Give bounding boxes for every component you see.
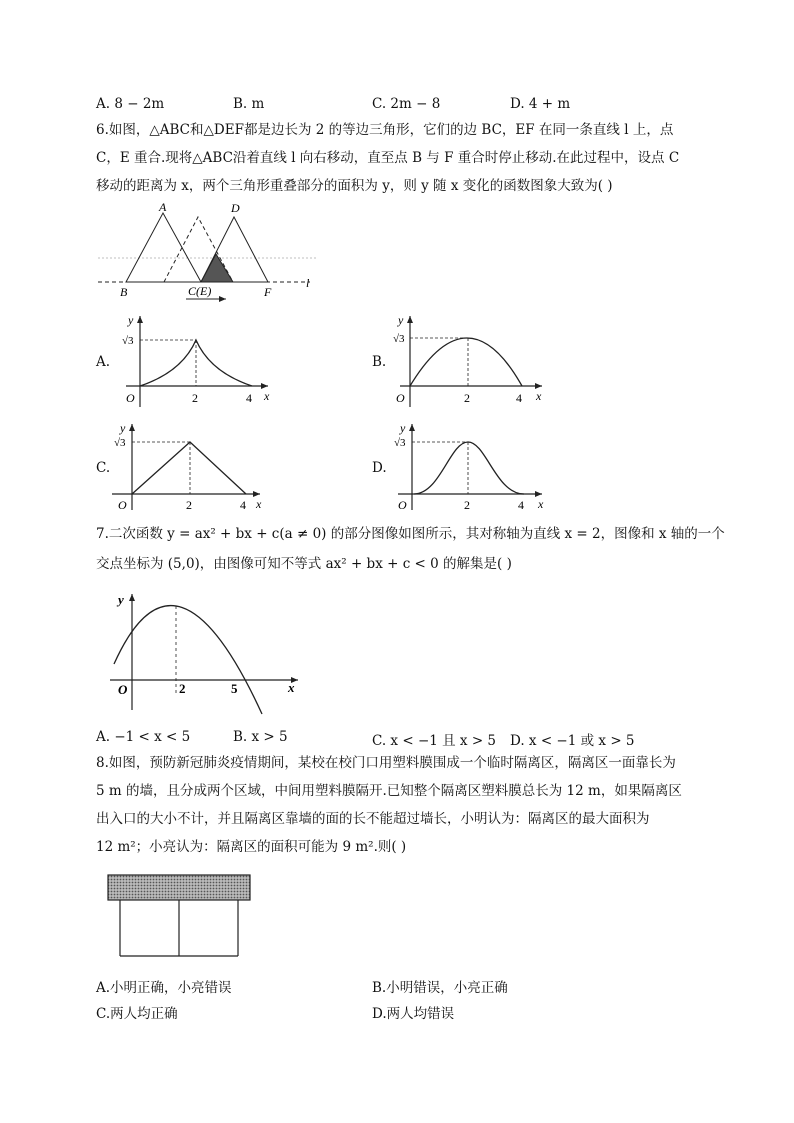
q7-parabola-graph [106, 586, 306, 718]
q7-option-b: B. x > 5 [233, 729, 288, 745]
q7-graph-two: 2 [179, 681, 186, 696]
graph-a-y: y [128, 313, 134, 327]
graph-a-origin: O [126, 391, 135, 405]
q5-option-d: D. 4 + m [510, 96, 571, 112]
graph-b-origin: O [396, 391, 405, 405]
graph-d-sqrt3: √3 [394, 437, 406, 449]
graph-a-four: 4 [246, 391, 252, 405]
q6-option-d-graph [392, 418, 552, 514]
q7-option-c: C. x < −1 且 x > 5 [372, 733, 497, 749]
q8-text-line-3: 出入口的大小不计，并且隔离区靠墙的面的长不能超过墙长，小明认为：隔离区的最大面积为 [96, 811, 650, 827]
q6-text-line-3: 移动的距离为 x，两个三角形重叠部分的面积为 y，则 y 随 x 变化的函数图象大致为( ) [96, 178, 613, 194]
graph-b-y: y [398, 313, 404, 327]
q5-option-c: C. 2m − 8 [372, 96, 441, 112]
fig-label-f: F [264, 285, 272, 299]
graph-b-sqrt3: √3 [393, 333, 405, 345]
graph-a-x: x [264, 389, 270, 403]
fig-label-a: A [159, 200, 167, 214]
fig-label-ce: C(E) [188, 284, 212, 298]
q6-option-c-graph [108, 418, 268, 514]
q6-option-c-label: C. [96, 460, 111, 476]
graph-c-sqrt3: √3 [114, 437, 126, 449]
graph-d-y: y [400, 421, 406, 435]
q7-text-line-1: 7.二次函数 y = ax² + bx + c(a ≠ 0) 的部分图像如图所示，其对称轴为直线 x = 2，图像和 x 轴的一个 [96, 526, 725, 542]
graph-c-y: y [120, 421, 126, 435]
graph-d-x: x [538, 497, 544, 511]
graph-d-four: 4 [518, 498, 524, 512]
graph-b-two: 2 [464, 391, 470, 405]
graph-c-four: 4 [240, 498, 246, 512]
q6-option-b-label: B. [372, 354, 387, 370]
graph-d-two: 2 [464, 498, 470, 512]
q6-option-a-graph [118, 312, 278, 412]
graph-b-four: 4 [516, 391, 522, 405]
q8-text-line-1: 8.如图，预防新冠肺炎疫情期间，某校在校门口用塑料膜围成一个临时隔离区，隔离区一面靠长为 [96, 755, 676, 771]
q7-graph-origin: O [118, 682, 128, 697]
graph-a-sqrt3: √3 [122, 335, 134, 347]
fig-label-b: B [120, 285, 128, 299]
q7-graph-five: 5 [231, 681, 238, 696]
q7-option-a: A. −1 < x < 5 [96, 729, 191, 745]
q6-triangles-figure [96, 198, 320, 308]
q5-option-a: A. 8 − 2m [96, 96, 165, 112]
q6-option-d-label: D. [372, 460, 387, 476]
graph-c-x: x [256, 497, 262, 511]
fig-label-l: l [306, 276, 310, 290]
q6-text-line-2: C，E 重合.现将△ABC沿着直线 l 向右移动，直至点 B 与 F 重合时停止移动.在此过程中，设点 C [96, 150, 680, 166]
q8-text-line-4: 12 m²；小亮认为：隔离区的面积可能为 9 m².则( ) [96, 839, 407, 855]
q7-option-d: D. x < −1 或 x > 5 [510, 733, 635, 749]
q8-option-a: A.小明正确，小亮错误 [96, 980, 232, 996]
q7-graph-x: x [288, 680, 295, 695]
graph-d-origin: O [398, 498, 407, 512]
graph-a-two: 2 [192, 391, 198, 405]
q8-option-c: C.两人均正确 [96, 1006, 178, 1022]
q8-text-line-2: 5 m 的墙，且分成两个区域，中间用塑料膜隔开.已知整个隔离区塑料膜总长为 12 m，如果隔离区 [96, 783, 682, 799]
q6-option-a-label: A. [96, 354, 111, 370]
graph-b-x: x [536, 389, 542, 403]
graph-c-origin: O [118, 498, 127, 512]
q8-option-b: B.小明错误，小亮正确 [372, 980, 508, 996]
fig-label-d: D [231, 201, 240, 215]
q6-option-b-graph [392, 312, 552, 412]
q6-text-line-1: 6.如图，△ABC和△DEF都是边长为 2 的等边三角形，它们的边 BC，EF 在同一条直线 l 上，点 [96, 122, 674, 138]
q8-enclosure-figure [104, 872, 256, 962]
q5-option-b: B. m [233, 96, 265, 112]
q7-text-line-2: 交点坐标为 (5,0)，由图像可知不等式 ax² + bx + c < 0 的解集是( ) [96, 556, 512, 572]
wall [108, 875, 250, 900]
q8-option-d: D.两人均错误 [372, 1006, 455, 1022]
graph-c-two: 2 [186, 498, 192, 512]
q7-graph-y: y [118, 592, 124, 607]
